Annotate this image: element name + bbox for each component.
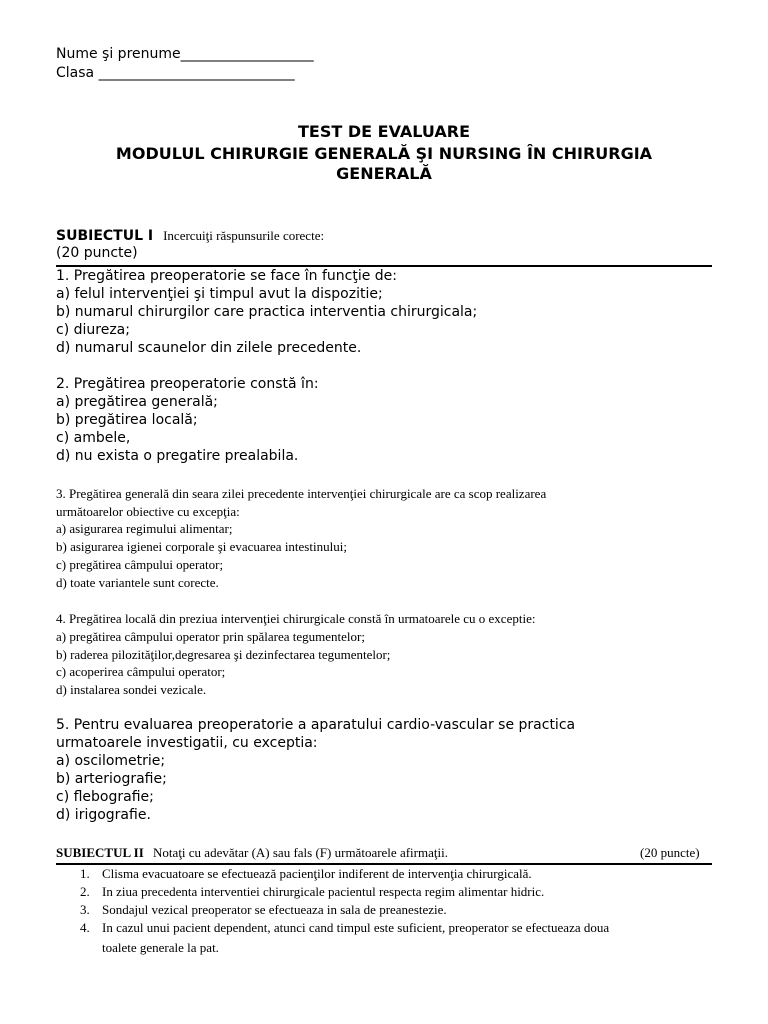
question-5-option-a: a) oscilometrie; — [56, 753, 166, 769]
subject1-label: SUBIECTUL I — [56, 228, 154, 244]
question-4-option-a: a) pregătirea câmpului operator prin spălarea tegumentelor; — [56, 629, 365, 644]
question-4: 4. Pregătirea locală din preziua intervenţiei chirurgicale constă în urmatoarele cu o exceptie: — [56, 611, 536, 626]
class-field-line: Clasa ____________________________ — [56, 65, 295, 81]
question-5-continuation: urmatoarele investigatii, cu exceptia: — [56, 735, 318, 751]
question-4-option-c: c) acoperirea câmpului operator; — [56, 664, 226, 679]
question-1-option-a: a) felul intervenţiei şi timpul avut la dispozitie; — [56, 286, 383, 302]
subject2-label: SUBIECTUL II — [56, 845, 144, 860]
question-3-option-d: d) toate variantele sunt corecte. — [56, 575, 219, 590]
module-title: MODULUL CHIRURGIE GENERALĂ ŞI NURSING ÎN CHIRURGIA — [115, 144, 653, 163]
question-3-option-b: b) asigurarea igienei corporale şi evacuarea intestinului; — [56, 539, 347, 554]
question-4-option-b: b) raderea pilozităţilor,degresarea şi dezinfectarea tegumentelor; — [56, 647, 391, 662]
statement-2: In ziua precedenta interventiei chirurgicale pacientul respecta regim alimentar hidric. — [102, 884, 545, 899]
question-2-option-b: b) pregătirea locală; — [56, 412, 198, 428]
statement-1-number: 1. — [80, 866, 90, 881]
question-1: 1. Pregătirea preoperatorie se face în funcţie de: — [56, 268, 397, 284]
statement-1: Clisma evacuatoare se efectuează pacienţilor indiferent de intervenţia chirurgicală. — [102, 866, 532, 881]
question-4-option-d: d) instalarea sondei vezicale. — [56, 682, 207, 697]
statement-4-number: 4. — [80, 920, 90, 935]
module-title-continuation: GENERALĂ — [336, 164, 432, 183]
question-5-option-d: d) irigografie. — [56, 807, 151, 823]
question-1-option-c: c) diureza; — [56, 322, 130, 338]
question-2-option-a: a) pregătirea generală; — [56, 394, 218, 410]
question-3: 3. Pregătirea generală din seara zilei precedente intervenţiei chirurgicale are ca scop realizarea — [56, 486, 547, 501]
question-1-option-b: b) numarul chirurgilor care practica interventia chirurgicala; — [56, 304, 478, 320]
name-field-line: Nume şi prenume___________________ — [56, 46, 314, 62]
subject2-divider — [56, 863, 712, 865]
statement-4-continuation: toalete generale la pat. — [102, 940, 219, 955]
question-2-option-c: c) ambele, — [56, 430, 131, 446]
question-2-option-d: d) nu exista o pregatire prealabila. — [56, 448, 299, 464]
statement-3-number: 3. — [80, 902, 90, 917]
subject2-header — [56, 845, 448, 861]
statement-3: Sondajul vezical preoperator se efectueaza in sala de preanestezie. — [102, 902, 447, 917]
subject1-divider — [56, 265, 712, 267]
question-3-continuation: următoarelor obiective cu excepţia: — [56, 504, 240, 519]
question-5-option-c: c) flebografie; — [56, 789, 154, 805]
subject1-header — [56, 227, 324, 245]
subject1-instruction: Incercuiţi răspunsurile corecte: — [163, 228, 325, 243]
statement-4: In cazul unui pacient dependent, atunci cand timpul este suficient, preoperator se efectueaza doua — [102, 920, 610, 935]
question-3-option-c: c) pregătirea câmpului operator; — [56, 557, 224, 572]
subject2-points: (20 puncte) — [640, 845, 700, 860]
question-1-option-d: d) numarul scaunelor din zilele precedente. — [56, 340, 362, 356]
question-2: 2. Pregătirea preoperatorie constă în: — [56, 376, 319, 392]
statement-2-number: 2. — [80, 884, 90, 899]
subject2-instruction: Notaţi cu adevătar (A) sau fals (F) următoarele afirmaţii. — [153, 845, 448, 860]
test-title: TEST DE EVALUARE — [298, 122, 470, 141]
question-5-option-b: b) arteriografie; — [56, 771, 167, 787]
subject1-points: (20 puncte) — [56, 245, 138, 261]
question-5: 5. Pentru evaluarea preoperatorie a aparatului cardio-vascular se practica — [56, 717, 576, 733]
question-3-option-a: a) asigurarea regimului alimentar; — [56, 521, 233, 536]
